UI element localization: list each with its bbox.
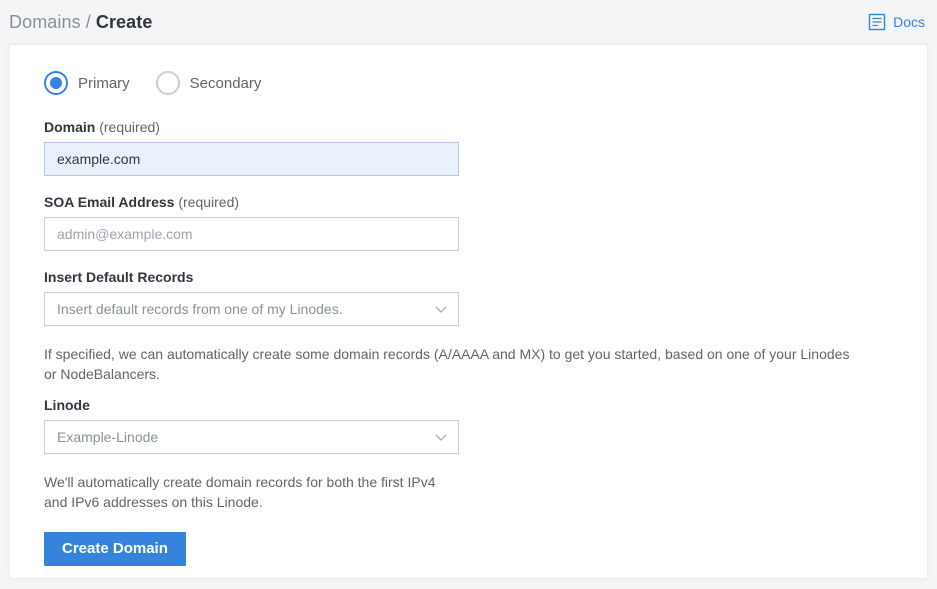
insert-default-records-helper: If specified, we can automatically create some domain records (A/AAAA and MX) to get you started, based on one of your Linodes or NodeBalancers. [44,346,850,383]
page-header [0,0,937,44]
soa-email-field-group [44,194,927,251]
radio-secondary-icon[interactable] [156,71,180,95]
page-title: Create [95,11,153,32]
domain-label-text: Domain [44,119,96,135]
insert-default-records-select[interactable] [44,292,459,326]
create-domain-form [10,45,927,566]
linode-select-wrap [44,420,459,454]
breadcrumb [9,12,152,33]
linode-select-group [44,397,927,454]
soa-email-required-text: (required) [178,194,240,210]
soa-email-input[interactable] [44,217,459,251]
linode-select[interactable] [44,420,459,454]
breadcrumb-domains-link[interactable]: Domains [9,11,81,32]
domain-input[interactable] [44,142,459,176]
breadcrumb-separator: / [85,11,91,32]
insert-default-records-label: Insert Default Records [44,269,194,285]
create-domain-button[interactable]: Create Domain [44,532,186,566]
radio-secondary-label: Secondary [189,74,262,92]
create-domain-panel [9,44,928,579]
docs-label: Docs [893,14,925,30]
soa-email-field-label [44,194,927,210]
insert-default-records-group [44,269,927,326]
linode-select-value: Example-Linode [57,428,159,445]
insert-default-records-value: Insert default records from one of my Linodes. [57,301,343,317]
domain-field-group [44,119,927,176]
radio-option-secondary[interactable] [156,71,262,95]
radio-option-primary[interactable] [44,71,130,95]
domain-type-radio-group [44,71,927,95]
docs-link[interactable] [868,13,925,31]
radio-primary-label: Primary [78,74,130,92]
radio-primary-icon[interactable] [44,71,68,95]
domain-field-label [44,119,927,135]
domain-required-text: (required) [99,119,160,135]
soa-email-label-text: SOA Email Address [44,194,175,210]
document-icon [868,13,886,31]
linode-helper-text: We'll automatically create domain records for both the first IPv4 and IPv6 addresses on this Linode. [44,473,436,510]
insert-default-records-select-wrap [44,292,459,326]
linode-field-label: Linode [44,396,90,413]
